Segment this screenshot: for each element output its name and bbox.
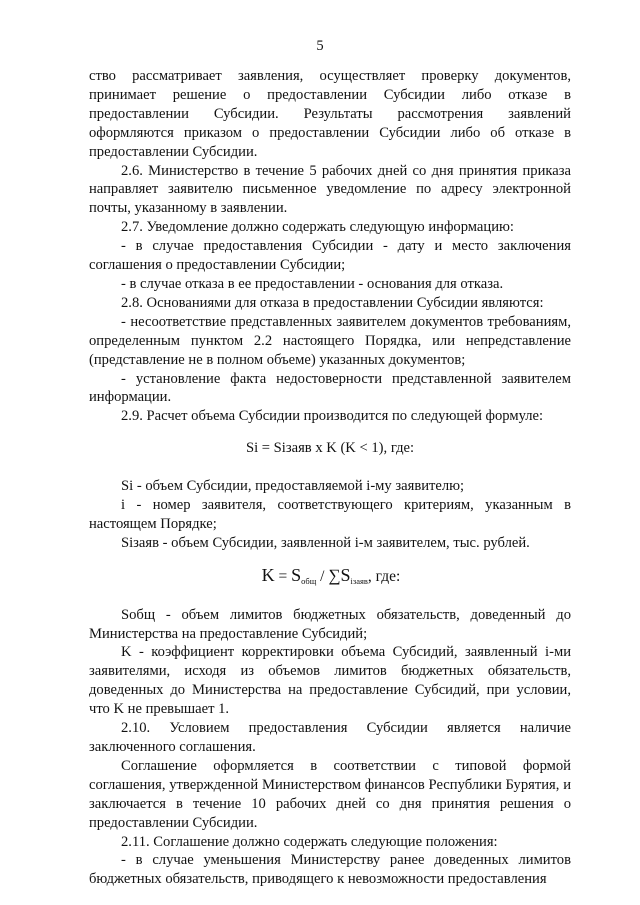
- definition-k: K - коэффициент корректировки объема Субсидий, заявленный i-ми заявителями, исходя из объемов лимитов бюджетных обязательств, доведенных до Министерства на предоставление Субсидий, при условии, что K не превышает 1.: [89, 644, 571, 718]
- definition-si-zayav: Siзаяв - объем Субсидии, заявленной i-м заявителем, тыс. рублей.: [121, 534, 530, 551]
- formula-s-total-subscript: общ: [301, 575, 317, 586]
- paragraph-2-8: 2.8. Основаниями для отказа в предоставлении Субсидии являются:: [121, 294, 544, 311]
- document-body: [89, 67, 571, 889]
- formula-equals: =: [274, 567, 292, 585]
- formula-slash: /: [316, 567, 329, 585]
- definition-s-total: Sобщ - объем лимитов бюджетных обязательств, доведенный до Министерства на предоставление Субсидий;: [89, 606, 571, 642]
- list-item-documents-mismatch: - несоответствие представленных заявителем документов требованиям, определенным пунктом 2.2 настоящего Порядка, или непредставление (представление не в полном объеме) указанных документов;: [89, 313, 571, 368]
- list-item-grant-case: - в случае предоставления Субсидии - дату и место заключения соглашения о предоставлении Субсидии;: [89, 238, 571, 274]
- definition-i: i - номер заявителя, соответствующего критериям, указанным в настоящем Порядке;: [89, 497, 571, 532]
- paragraph-review-continuation: ство рассматривает заявления, осуществляет проверку документов, принимает решение о предоставлении Субсидии либо отказе в предоставлении Субсидии. Результаты рассмотрения заявлений оформляются приказом о предоставлении Субсидии либо об отказе в предоставлении Субсидии.: [89, 68, 571, 160]
- paragraph-2-11: 2.11. Соглашение должно содержать следующие положения:: [121, 833, 498, 850]
- paragraph-agreement-form: Соглашение оформляется в соответствии с типовой формой соглашения, утвержденной Министерством финансов Республики Бурятия, и заключается в течение 10 рабочих дней со дня принятия решения о предоставлении Субсидии.: [89, 757, 571, 831]
- formula-k: K: [261, 564, 275, 585]
- paragraph-2-6: 2.6. Министерство в течение 5 рабочих дней со дня принятия приказа направляет заявителю письменное уведомление по адресу электронной почты, указанному в заявлении.: [89, 162, 571, 217]
- formula-s-claimed: S: [340, 564, 351, 585]
- list-item-limits-reduction: - в случае уменьшения Министерству ранее доведенных лимитов бюджетных обязательств, приводящего к невозможности предоставления: [89, 852, 571, 888]
- paragraph-2-7: 2.7. Уведомление должно содержать следующую информацию:: [121, 219, 514, 236]
- sum-sign-icon: ∑: [328, 565, 341, 585]
- formula-subsidy: Si = Siзаяв x K (K < 1), где:: [245, 440, 415, 457]
- paragraph-2-10: 2.10. Условием предоставления Субсидии является наличие заключенного соглашения.: [89, 720, 571, 755]
- paragraph-2-9: 2.9. Расчет объема Субсидии производится по следующей формуле:: [121, 408, 544, 425]
- formula-coefficient: [89, 566, 571, 591]
- formula-s-total: S: [291, 564, 302, 585]
- formula-s-claimed-subscript: iзаяв: [350, 575, 368, 586]
- list-item-false-information: - установление факта недостоверности представленной заявителем информации.: [89, 370, 571, 406]
- definition-si: Si - объем Субсидии, предоставляемой i-му заявителю;: [121, 478, 465, 495]
- list-item-refusal-case: - в случае отказа в ее предоставлении - основания для отказа.: [121, 275, 504, 292]
- page-number: 5: [316, 38, 324, 54]
- formula-tail: , где:: [367, 567, 401, 585]
